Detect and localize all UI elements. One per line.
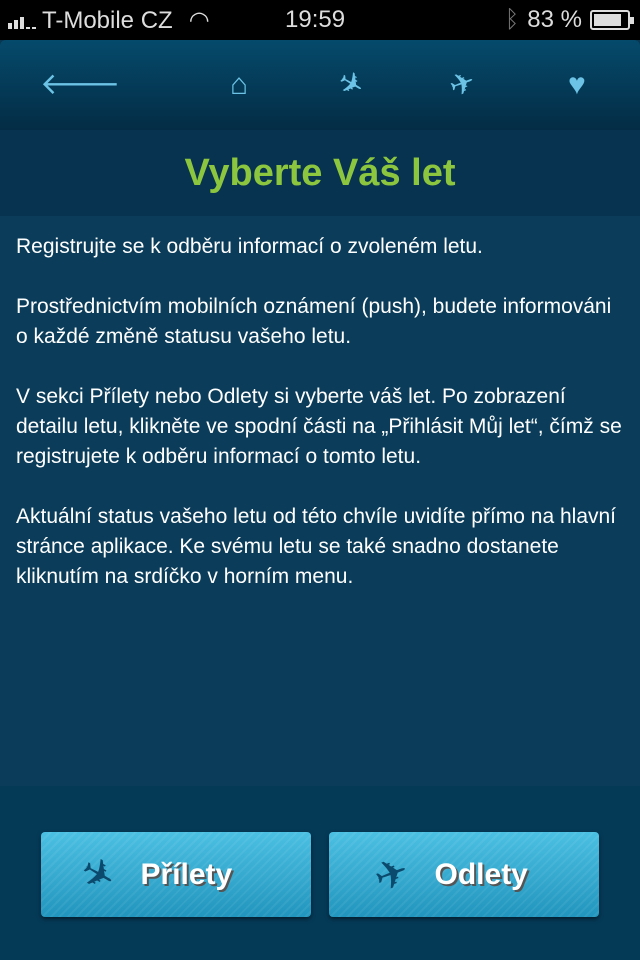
clock: 19:59 — [285, 6, 346, 33]
page-title: Vyberte Váš let — [184, 151, 456, 194]
heart-icon[interactable]: ♥ — [568, 68, 586, 101]
departures-button[interactable]: ✈ Odlety — [329, 832, 599, 917]
paragraph: Aktuální status vašeho letu od této chvíle uvidíte přímo na hlavní stránce aplikace. Ke svému letu se také snadno dostanete kliknutím na srdíčko v horním menu. — [16, 505, 617, 588]
home-icon[interactable]: ⌂ — [230, 68, 249, 101]
wifi-icon: ◠ — [188, 7, 210, 34]
battery-percent: 83 % — [527, 6, 582, 33]
signal-icon — [8, 13, 36, 29]
paragraph: Registrujte se k odběru informací o zvoleném letu. — [16, 235, 483, 258]
title-bar — [0, 130, 640, 216]
arrivals-icon[interactable]: ✈ — [331, 63, 370, 106]
paragraph: Prostřednictvím mobilních oznámení (push), budete informováni o každé změně statusu vašeho letu. — [16, 295, 612, 348]
arrivals-icon: ✈ — [72, 847, 124, 902]
top-nav — [0, 40, 640, 130]
carrier: T-Mobile CZ — [42, 6, 173, 34]
back-arrow-icon[interactable]: 🡐 — [40, 68, 121, 101]
arrivals-button[interactable]: ✈ Přílety — [41, 832, 311, 917]
paragraph: V sekci Přílety nebo Odlety si vyberte váš let. Po zobrazení detailu letu, klikněte ve spodní části na „Přihlásit Můj let“, čímž se registrujete k odběru informací o tomto letu. — [16, 385, 622, 468]
battery-icon — [590, 10, 630, 30]
status-bar — [0, 0, 640, 40]
departures-icon[interactable]: ✈ — [444, 64, 480, 105]
bluetooth-icon: ᛒ — [504, 6, 520, 33]
info-text — [0, 216, 640, 786]
departures-icon: ✈ — [368, 848, 416, 901]
